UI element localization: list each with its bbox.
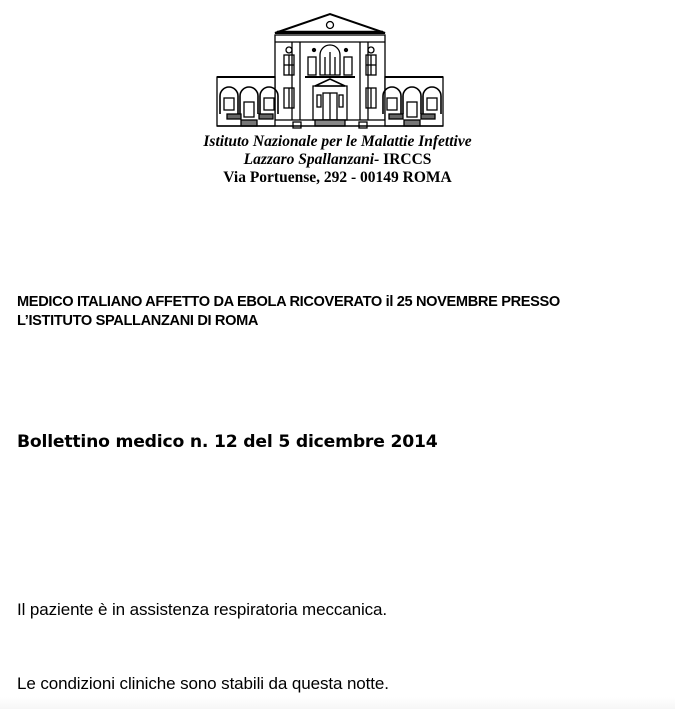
page-bottom-fade	[0, 697, 675, 709]
institute-name-text: Istituto Nazionale per le Malattie Infettive	[203, 133, 472, 150]
institute-address: Via Portuense, 292 - 00149 ROMA	[223, 169, 452, 186]
body-paragraph: Il paziente è in assistenza respiratoria meccanica.	[17, 600, 388, 619]
institute-building-logo-icon	[207, 10, 453, 132]
body-paragraph: Le condizioni cliniche sono stabili da questa notte.	[17, 674, 389, 693]
institute-subname-bold: IRCCS	[379, 151, 432, 168]
headline-line-1: MEDICO ITALIANO AFFETTO DA EBOLA RICOVERATO il 25 NOVEMBRE PRESSO	[17, 294, 560, 310]
institute-subname-italic: Lazzaro Spallanzani-	[243, 151, 380, 168]
headline-line-2: L’ISTITUTO SPALLANZANI DI ROMA	[17, 313, 259, 329]
institute-name	[0, 133, 675, 151]
bulletin-title: Bollettino medico n. 12 del 5 dicembre 2014	[17, 432, 438, 452]
institute-logo	[207, 10, 453, 132]
press-headline	[17, 293, 667, 331]
institute-subname	[0, 151, 675, 169]
